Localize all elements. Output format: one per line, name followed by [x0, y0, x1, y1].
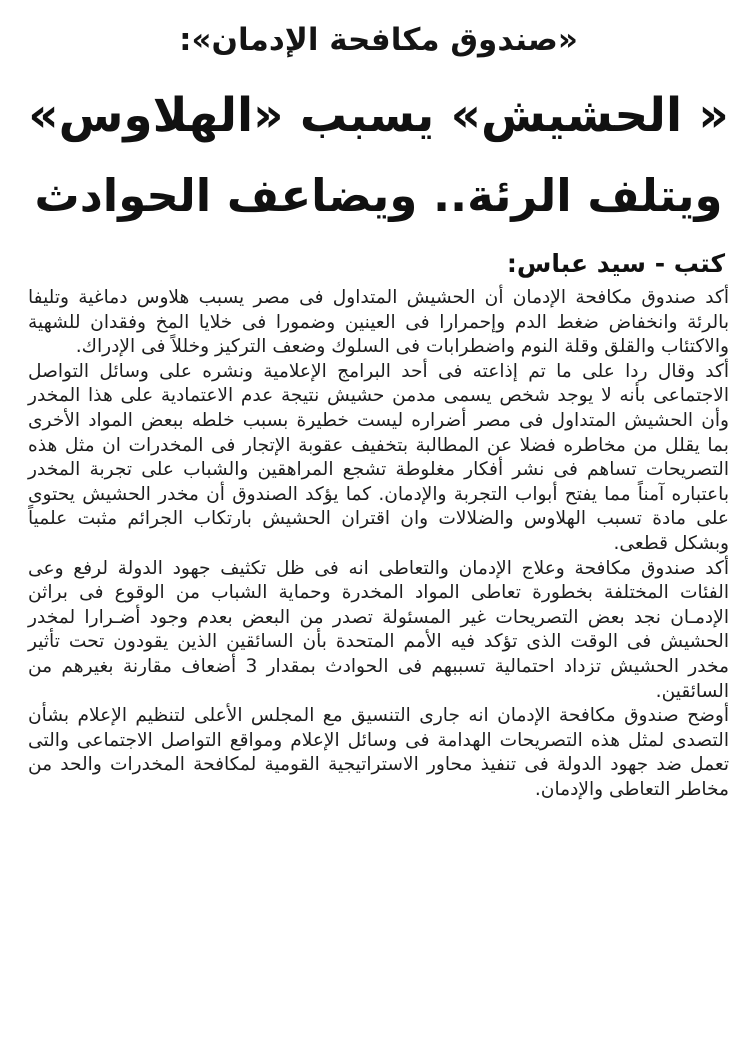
article-paragraph: أكد صندوق مكافحة وعلاج الإدمان والتعاطى انه فى ظل تكثيف جهود الدولة لرفع وعى الفئات المختلفة بخطورة تعاطى المواد المخدرة وحماية الشباب من الوقوع فى براثن الإدمـان نجد بعض التصريحات غير المسئولة تصدر من البعض بعدم وجود أضـرارا لمخدر الحشيش فى الوقت الذى تؤكد فيه الأمم المتحدة بأن السائقين الذين يقودون تحت تأثير مخدر الحشيش تزداد احتمالية تسببهم فى الحوادث بمقدار 3 أضعاف مقارنة بغيرهم من السائقين. [28, 557, 729, 702]
article-byline: كتب - سيد عباس: [506, 249, 725, 278]
headline-line-1: « الحشيش» يسبب «الهلاوس» [28, 88, 729, 143]
article-body [28, 286, 729, 802]
article-paragraph: أوضح صندوق مكافحة الإدمان انه جارى التنسيق مع المجلس الأعلى لتنظيم الإعلام بشأن التصدى لمثل هذه التصريحات الهدامة فى وسائل الإعلام ومواقع التواصل الاجتماعى والتى تعمل ضد جهود الدولة فى تنفيذ محاور الاستراتيجية القومية لمكافحة المخدرات والحد من مخاطر التعاطى والإدمان. [28, 705, 729, 800]
article-paragraph: أكد صندوق مكافحة الإدمان أن الحشيش المتداول فى مصر يسبب هلاوس دماغية وتليفا بالرئة وانخفاض ضغط الدم وإحمرارا فى العينين وضمورا فى خلايا المخ وفقدان للشهية والاكتئاب والقلق وقلة النوم واضطرابات فى السلوك وضعف التركيز وخللاً فى الإدراك. [28, 287, 729, 358]
headline-line-2: ويتلف الرئة.. ويضاعف الحوادث [34, 169, 723, 222]
article-paragraph: أكد وقال ردا على ما تم إذاعته فى أحد البرامج الإعلامية ونشره على وسائل التواصل الاجتماعى بأنه لا يوجد شخص يسمى مدمن حشيش نتيجة عدم الاعتمادية على هذا المخدر وأن الحشيش المتداول فى مصر أضراره ليست خطيرة بسبب خلطه ببعض المواد الأخرى بما يقلل من مخاطره فضلا عن المطالبة بتخفيف عقوبة الإتجار فى المخدرات ان مثل هذه التصريحات تساهم فى نشر أفكار مغلوطة تشجع المراهقين والشباب على تجربة المخدر باعتباره آمناً مما يفتح أبواب التجربة والإدمان. كما يؤكد الصندوق أن مخدر الحشيش يحتوى على مادة تسبب الهلاوس والضلالات وان اقتران الحشيش بارتكاب الجرائم مثبت علمياً وبشكل قطعى. [28, 360, 729, 554]
article-kicker: «صندوق مكافحة الإدمان»: [179, 22, 578, 58]
article-headline [28, 76, 729, 236]
